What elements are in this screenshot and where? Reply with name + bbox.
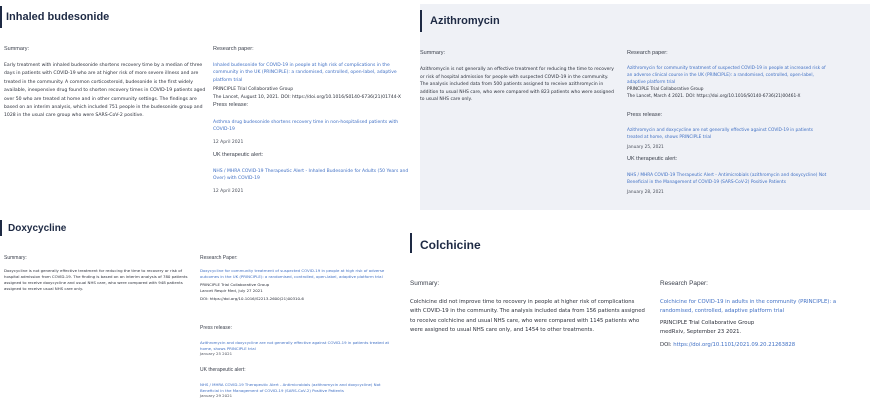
panel-title: Colchicine — [420, 238, 481, 252]
paper-group: PRINCIPLE Trial Collaborative Group — [213, 87, 294, 93]
summary-text: Colchicine did not improve time to recovery in people at higher risk of complications with COVID-19 in the community. The analysis included data from 156 patients assigned to receive colchicine and usual NHS care, who were compared with 1145 patients who were assigned to usual NHS care only, and 1454 to other treatments. — [410, 299, 645, 333]
paper-doi-link[interactable]: https://doi.org/10.1101/2021.09.20.21263828 — [673, 342, 796, 349]
therapeutic-alert-date: 12 April 2021 — [213, 188, 244, 194]
paper-group: PRINCIPLE Trial Collaborative Group — [660, 319, 755, 326]
press-release-link[interactable]: Asthma drug budesonide shortens recovery time in non-hospitalised patients with COVID-19 — [213, 120, 399, 133]
press-release-date: 12 April 2021 — [213, 139, 244, 145]
panel-title: Doxycycline — [8, 223, 67, 234]
research-paper-link[interactable]: Doxycycline for community treatment of suspected COVID-19 in people at high risk of adverse outcomes in the UK (PRINCIPLE): a randomised, controlled, open-label, adaptive platform trial — [200, 268, 385, 279]
therapeutic-alert-date: January 28, 2021 — [627, 189, 664, 195]
press-release-link[interactable]: Azithromycin and doxycycline are not generally effective against COVID-19 in patients treated at home, shows PRINCIPLE trial — [200, 340, 390, 351]
press-release-label: Press release: — [627, 112, 663, 118]
press-release-link[interactable]: Azithromycin and doxycycline are not generally effective against COVID-19 in patients treated at home, shows PRINCIPLE trial — [627, 128, 814, 141]
summary-text: Azithromycin is not generally an effective treatment for reducing the time to recovery or risk of hospital admission for people with suspected COVID-19 in the community. The analysis included data from 500 patients assigned to receive azithromycin in addition to usual NHS care, who were compared with 823 patients who were assigned to usual NHS care only. — [420, 67, 614, 103]
budesonide-panel — [0, 0, 418, 205]
therapeutic-alert-label: UK therapeutic alert: — [213, 152, 264, 158]
therapeutic-alert-link[interactable]: NHS / MHRA COVID-19 Therapeutic Alert - Inhaled Budesonide for Adults (50 Years and Over) with COVID-19 — [213, 169, 409, 182]
summary-label: Summary: — [4, 255, 27, 261]
paper-source: The Lancet, August 10, 2021. DOI: https://doi.org/10.1016/S0140-6736(21)01744-X — [213, 94, 402, 100]
press-release-date: January 25 2021 — [200, 351, 233, 357]
doxycycline-panel — [0, 212, 405, 415]
research-paper-link[interactable]: Inhaled budesonide for COVID-19 in people at high risk of complications in the community in the UK (PRINCIPLE): a randomised, controlled, open-label, adaptive platform trial — [213, 63, 397, 83]
panel-title: Inhaled budesonide — [6, 11, 110, 23]
research-paper-label: Research Paper: — [660, 280, 708, 287]
press-release-date: January 25, 2021 — [627, 144, 664, 150]
therapeutic-alert-label: UK therapeutic alert: — [200, 367, 246, 373]
colchicine-panel — [405, 225, 870, 415]
research-paper-label: Research paper: — [627, 50, 668, 56]
press-release-label: Press release: — [213, 102, 249, 108]
title-accent-bar — [410, 233, 412, 253]
research-paper-link[interactable]: Colchicine for COVID-19 in adults in the community (PRINCIPLE): a randomised, controlled, adaptive platform trial — [660, 299, 837, 315]
paper-doi — [660, 341, 868, 350]
paper-doi-prefix: DOI: — [660, 342, 674, 349]
paper-doi: DOI: https://doi.org/10.1016/S2213-2600(21)00310-6 — [200, 296, 304, 302]
therapeutic-alert-link[interactable]: NHS / MHRA COVID-19 Therapeutic Alert - Antimicrobials (azithromycin and doxycycline) Not Beneficial in the Management of COVID-19 (SARS-CoV-2) Positive Patients — [200, 382, 381, 393]
title-accent-bar — [420, 10, 422, 32]
therapeutic-alert-date: January 29 2021 — [200, 393, 233, 399]
paper-source: Lancet Respir Med, July 27 2021 — [200, 287, 263, 293]
paper-group: PRINCIPLE Trial Collaborative Group — [627, 87, 704, 92]
summary-label: Summary: — [4, 46, 30, 52]
summary-text: Early treatment with inhaled budesonide shortens recovery time by a median of three days in patients with COVID-19 who are at higher risk of more severe illness and are treated in the community. A common corticosteroid, budesonide is the first widely available, inexpensive drug found to shorten recovery times in COVID-19 patients aged over 50 who are treated at home and in other community settings. The findings are based on an interim analysis, which included 751 people in the budesonide group and 1028 in the usual care group who were SARS-CoV-2 positive. — [4, 63, 206, 119]
therapeutic-alert-label: UK therapeutic alert: — [627, 156, 678, 162]
research-paper-link[interactable]: Azithromycin for community treatment of suspected COVID-19 in people at increased risk of an adverse clinical course in the UK (PRINCIPLE): a randomised, controlled, open-label, adaptive platform trial — [627, 66, 826, 85]
research-paper-label: Research paper: — [213, 46, 254, 52]
paper-source: medRxiv, September 23 2021. — [660, 328, 742, 335]
paper-group: PRINCIPLE Trial Collaborative Group — [200, 282, 270, 288]
summary-label: Summary: — [420, 50, 446, 56]
summary-label: Summary: — [410, 280, 440, 287]
press-release-label: Press release: — [200, 325, 232, 331]
title-accent-bar — [0, 220, 2, 236]
therapeutic-alert-link[interactable]: NHS / MHRA COVID-19 Therapeutic Alert - Antimicrobials (azithromycin and doxycycline) Not Beneficial in the Management of COVID-19 (SARS-CoV-2) Positive Patients — [627, 173, 827, 186]
summary-text: Doxycycline is not generally effective treatment for reducing the time to recovery or risk of hospital admission from COVID-19. The finding is based on an interim analysis of 780 patients assigned to receive doxycycline and usual NHS care, who were compared with 948 patients assigned to receive usual NHS care only. — [4, 268, 188, 292]
panel-title: Azithromycin — [430, 15, 500, 27]
paper-source: The Lancet, March 4 2021. DOI: https://doi.org/10.1016/S0140-6736(21)00461-X — [627, 94, 801, 99]
research-paper-label: Research Paper: — [200, 255, 238, 261]
title-accent-bar — [0, 6, 2, 28]
azithromycin-panel — [420, 4, 870, 210]
